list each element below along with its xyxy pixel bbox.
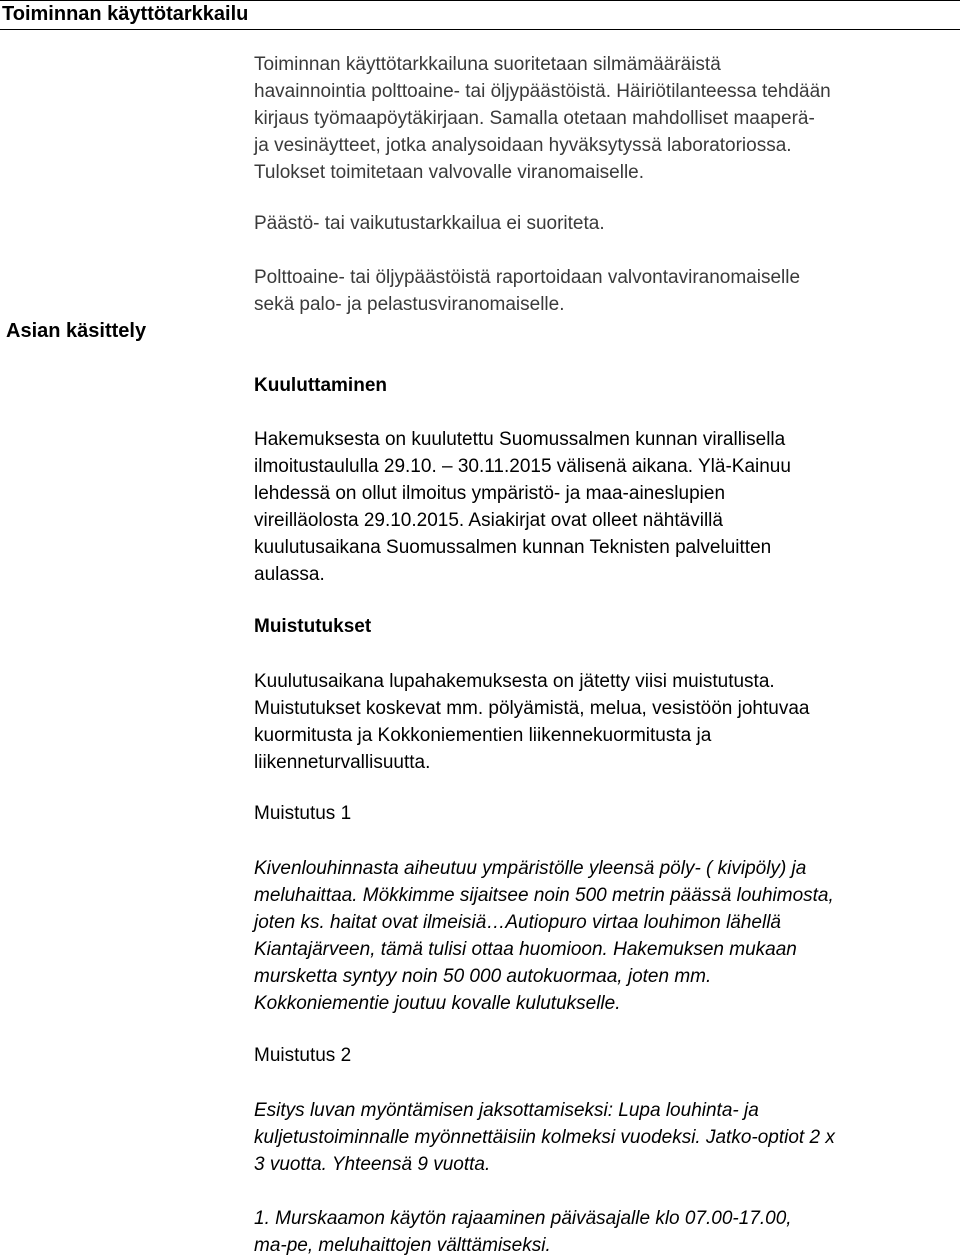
text-line: ilmoitustaululla 29.10. – 30.11.2015 välisenä aikana. Ylä-Kainuu xyxy=(254,456,791,477)
muistutukset-paragraph xyxy=(254,668,809,776)
text-line: liikenneturvallisuutta. xyxy=(254,752,431,773)
text-line: Muistutukset koskevat mm. pölyämistä, melua, vesistöön johtuvaa xyxy=(254,698,810,719)
text-line: Hakemuksesta on kuulutettu Suomussalmen kunnan virallisella xyxy=(254,429,786,450)
section-title: Toiminnan käyttötarkkailu xyxy=(2,3,249,25)
muistutus-2-heading: Muistutus 2 xyxy=(254,1045,352,1066)
intro-paragraph xyxy=(254,51,831,186)
emission-paragraph xyxy=(254,210,605,237)
text-line: aulassa. xyxy=(254,564,325,585)
text-line: meluhaittaa. Mökkimme sijaitsee noin 500 metrin päässä louhimosta, xyxy=(254,885,834,906)
text-line: joten ks. haitat ovat ilmeisiä…Autiopuro virtaa louhimon lähellä xyxy=(254,912,781,933)
text-line: Kivenlouhinnasta aiheutuu ympäristölle yleensä pöly- ( kivipöly) ja xyxy=(254,858,807,879)
muistutus-2-paragraph xyxy=(254,1097,835,1178)
kuuluttaminen-heading: Kuuluttaminen xyxy=(254,375,387,396)
text-line: sekä palo- ja pelastusviranomaiselle. xyxy=(254,294,565,315)
section-header xyxy=(0,0,960,30)
text-line: Kokkoniementie joutuu kovalle kulutukselle. xyxy=(254,993,621,1014)
text-line: Kiantajärveen, tämä tulisi ottaa huomioon. Hakemuksen mukaan xyxy=(254,939,797,960)
muistutukset-heading: Muistutukset xyxy=(254,616,372,637)
report-paragraph xyxy=(254,264,800,318)
text-line: kirjaus työmaapöytäkirjaan. Samalla otetaan mahdolliset maaperä- xyxy=(254,108,815,129)
text-line: mursketta syntyy noin 50 000 autokuormaa, joten mm. xyxy=(254,966,712,987)
text-line: Toiminnan käyttötarkkailuna suoritetaan silmämääräistä xyxy=(254,54,721,75)
text-line: havainnointia polttoaine- tai öljypäästöistä. Häiriötilanteessa tehdään xyxy=(254,81,831,102)
text-line: Esitys luvan myöntämisen jaksottamiseksi: Lupa louhinta- ja xyxy=(254,1100,759,1121)
text-line: kuormitusta ja Kokkoniementien liikennekuormitusta ja xyxy=(254,725,712,746)
muistutus-1-heading: Muistutus 1 xyxy=(254,803,352,824)
text-line: ja vesinäytteet, jotka analysoidaan hyväksytyssä laboratoriossa. xyxy=(254,135,792,156)
text-line: lehdessä on ollut ilmoitus ympäristö- ja maa-aineslupien xyxy=(254,483,726,504)
kuuluttaminen-paragraph xyxy=(254,426,791,588)
text-line: Tulokset toimitetaan valvovalle viranomaiselle. xyxy=(254,162,645,183)
text-line: vireilläolosta 29.10.2015. Asiakirjat ovat olleet nähtävillä xyxy=(254,510,723,531)
muistutus-1-paragraph xyxy=(254,855,834,1017)
text-line: Polttoaine- tai öljypäästöistä raportoidaan valvontaviranomaiselle xyxy=(254,267,801,288)
muistutus-2-list xyxy=(254,1205,792,1259)
text-line: Päästö- tai vaikutustarkkailua ei suoriteta. xyxy=(254,213,605,234)
text-line: kuljetustoiminnalle myönnettäisiin kolmeksi vuodeksi. Jatko-optiot 2 x xyxy=(254,1127,835,1148)
side-label: Asian käsittely xyxy=(6,320,147,342)
list-item: ma-pe, meluhaittojen välttämiseksi. xyxy=(254,1235,551,1256)
text-line: Kuulutusaikana lupahakemuksesta on jätetty viisi muistutusta. xyxy=(254,671,775,692)
list-item: 1. Murskaamon käytön rajaaminen päiväsajalle klo 07.00-17.00, xyxy=(254,1208,792,1229)
text-line: kuulutusaikana Suomussalmen kunnan Teknisten palveluitten xyxy=(254,537,772,558)
text-line: 3 vuotta. Yhteensä 9 vuotta. xyxy=(254,1154,491,1175)
